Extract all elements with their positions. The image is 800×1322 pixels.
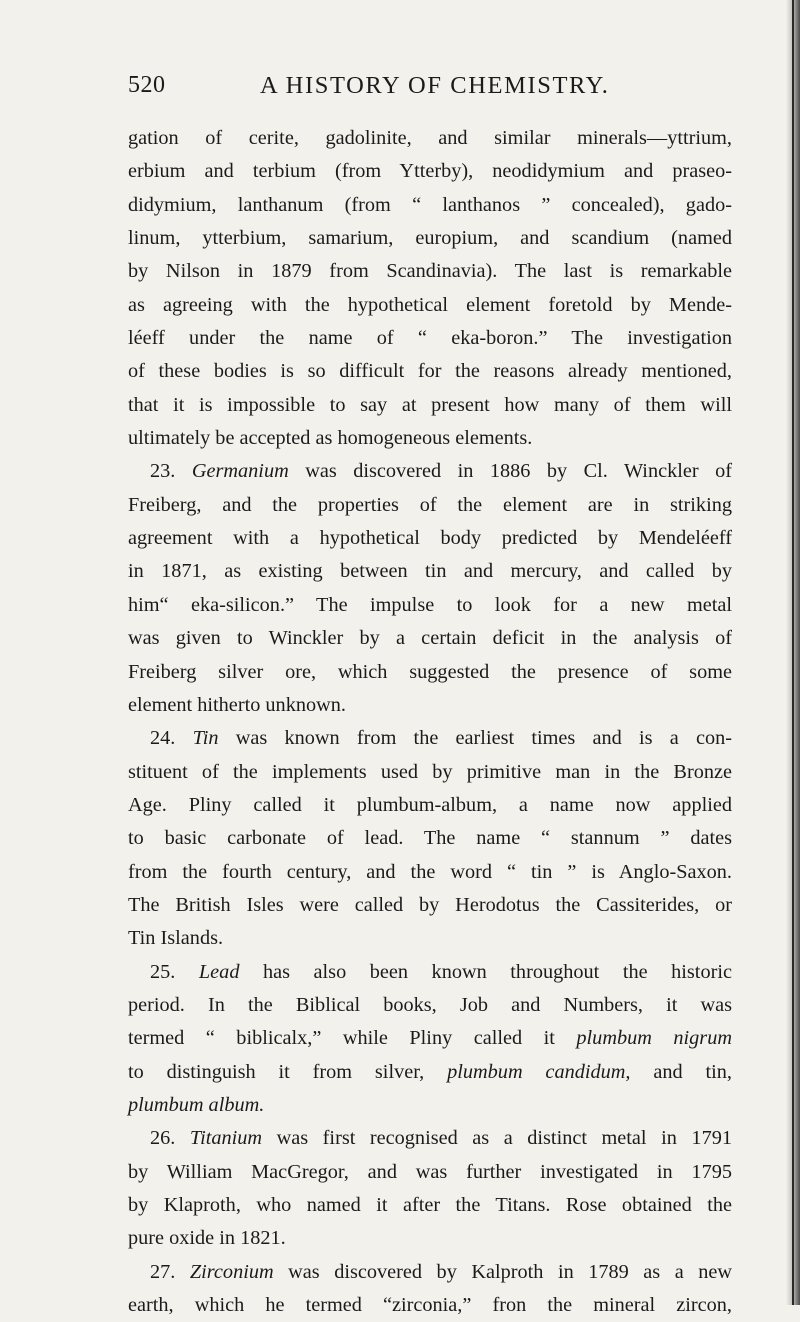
- paragraph-26-first-line: [128, 1122, 732, 1155]
- section-number: 25.: [150, 960, 176, 983]
- text-line: earth, which he termed “zirconia,” fron the mineral zircon,: [128, 1294, 732, 1317]
- paragraph-27-first-line: [128, 1256, 732, 1289]
- text-line: léeff under the name of “ eka-boron.” The investigation: [128, 327, 732, 350]
- element-name: Titanium: [189, 1127, 263, 1150]
- section-number: 27.: [150, 1260, 176, 1283]
- text-line: agreement with a hypothetical body predicted by Mendeléeff: [128, 527, 732, 550]
- text-span: was known from the earliest times and is a con-: [235, 727, 732, 750]
- text-line: Age. Pliny called it plumbum-album, a name now applied: [128, 793, 732, 816]
- text-line: element hitherto unknown.: [128, 693, 346, 716]
- text-line: period. In the Biblical books, Job and Numbers, it was: [128, 993, 732, 1016]
- latin-term: plumbum nigrum: [576, 1027, 732, 1050]
- text-line: linum, ytterbium, samarium, europium, and scandium (named: [128, 227, 732, 250]
- text-span: was discovered in 1886 by Cl. Winckler of: [305, 460, 732, 483]
- paragraph-25-first-line: [128, 956, 732, 989]
- text-span: termed “ biblicalx,” while Pliny called it: [128, 1027, 555, 1050]
- text-line: of these bodies is so difficult for the reasons already mentioned,: [128, 360, 732, 383]
- text-line: was given to Winckler by a certain deficit in the analysis of: [128, 627, 732, 650]
- element-name: Tin: [192, 727, 219, 750]
- text-line: by William MacGregor, and was further investigated in 1795: [128, 1160, 732, 1183]
- text-line: didymium, lanthanum (from “ lanthanos ” concealed), gado-: [128, 193, 732, 216]
- element-name: Germanium: [191, 460, 289, 483]
- latin-term: plumbum album.: [128, 1093, 265, 1116]
- text-span: was discovered by Kalproth in 1789 as a new: [288, 1260, 732, 1283]
- text-line: him“ eka-silicon.” The impulse to look for a new metal: [128, 593, 732, 616]
- text-line: to basic carbonate of lead. The name “ stannum ” dates: [128, 827, 732, 850]
- text-line: erbium and terbium (from Ytterby), neodidymium and praseo-: [128, 160, 732, 183]
- text-span: was first recognised as a distinct metal in 1791: [276, 1127, 732, 1150]
- text-line: Freiberg, and the properties of the element are in striking: [128, 493, 732, 516]
- text-line: ultimately be accepted as homogeneous elements.: [128, 427, 533, 450]
- text-line: The British Isles were called by Herodotus the Cassiterides, or: [128, 893, 732, 916]
- latin-term: plumbum candidum,: [447, 1060, 631, 1083]
- text-span: has also been known throughout the historic: [262, 960, 732, 983]
- element-name: Lead: [198, 960, 240, 983]
- section-number: 26.: [150, 1127, 176, 1150]
- page-header: [128, 72, 732, 106]
- text-line: [128, 1056, 732, 1089]
- text-line: by Nilson in 1879 from Scandinavia). The last is remarkable: [128, 260, 732, 283]
- text-line: by Klaproth, who named it after the Titans. Rose obtained the: [128, 1194, 732, 1216]
- text-line: as agreeing with the hypothetical element foretold by Mende-: [128, 293, 732, 316]
- text-line: Tin Islands.: [128, 927, 224, 950]
- body-text: [128, 122, 732, 1322]
- text-line: Freiberg silver ore, which suggested the presence of some: [128, 660, 732, 683]
- section-number: 23.: [150, 460, 176, 483]
- text-line: from the fourth century, and the word “ tin ” is Anglo-Saxon.: [128, 860, 732, 883]
- page-number: 520: [128, 72, 166, 98]
- section-number: 24.: [150, 727, 176, 750]
- page-edge-line: [792, 0, 794, 1305]
- text-line: in 1871, as existing between tin and mercury, and called by: [128, 560, 732, 583]
- paragraph-24-first-line: [128, 722, 732, 755]
- text-span: to distinguish it from silver,: [128, 1060, 425, 1083]
- running-title: A HISTORY OF CHEMISTRY.: [260, 72, 610, 99]
- text-line: [128, 1089, 732, 1122]
- text-span: and tin,: [653, 1060, 732, 1083]
- element-name: Zirconium: [189, 1260, 274, 1283]
- text-line: pure oxide in 1821.: [128, 1227, 286, 1250]
- paragraph-23-first-line: [128, 455, 732, 488]
- text-line: [128, 1022, 732, 1055]
- text-line: stituent of the implements used by primitive man in the Bronze: [128, 760, 732, 783]
- text-line: that it is impossible to say at present how many of them will: [128, 393, 732, 416]
- text-line: gation of cerite, gadolinite, and similar minerals—yttrium,: [128, 127, 732, 149]
